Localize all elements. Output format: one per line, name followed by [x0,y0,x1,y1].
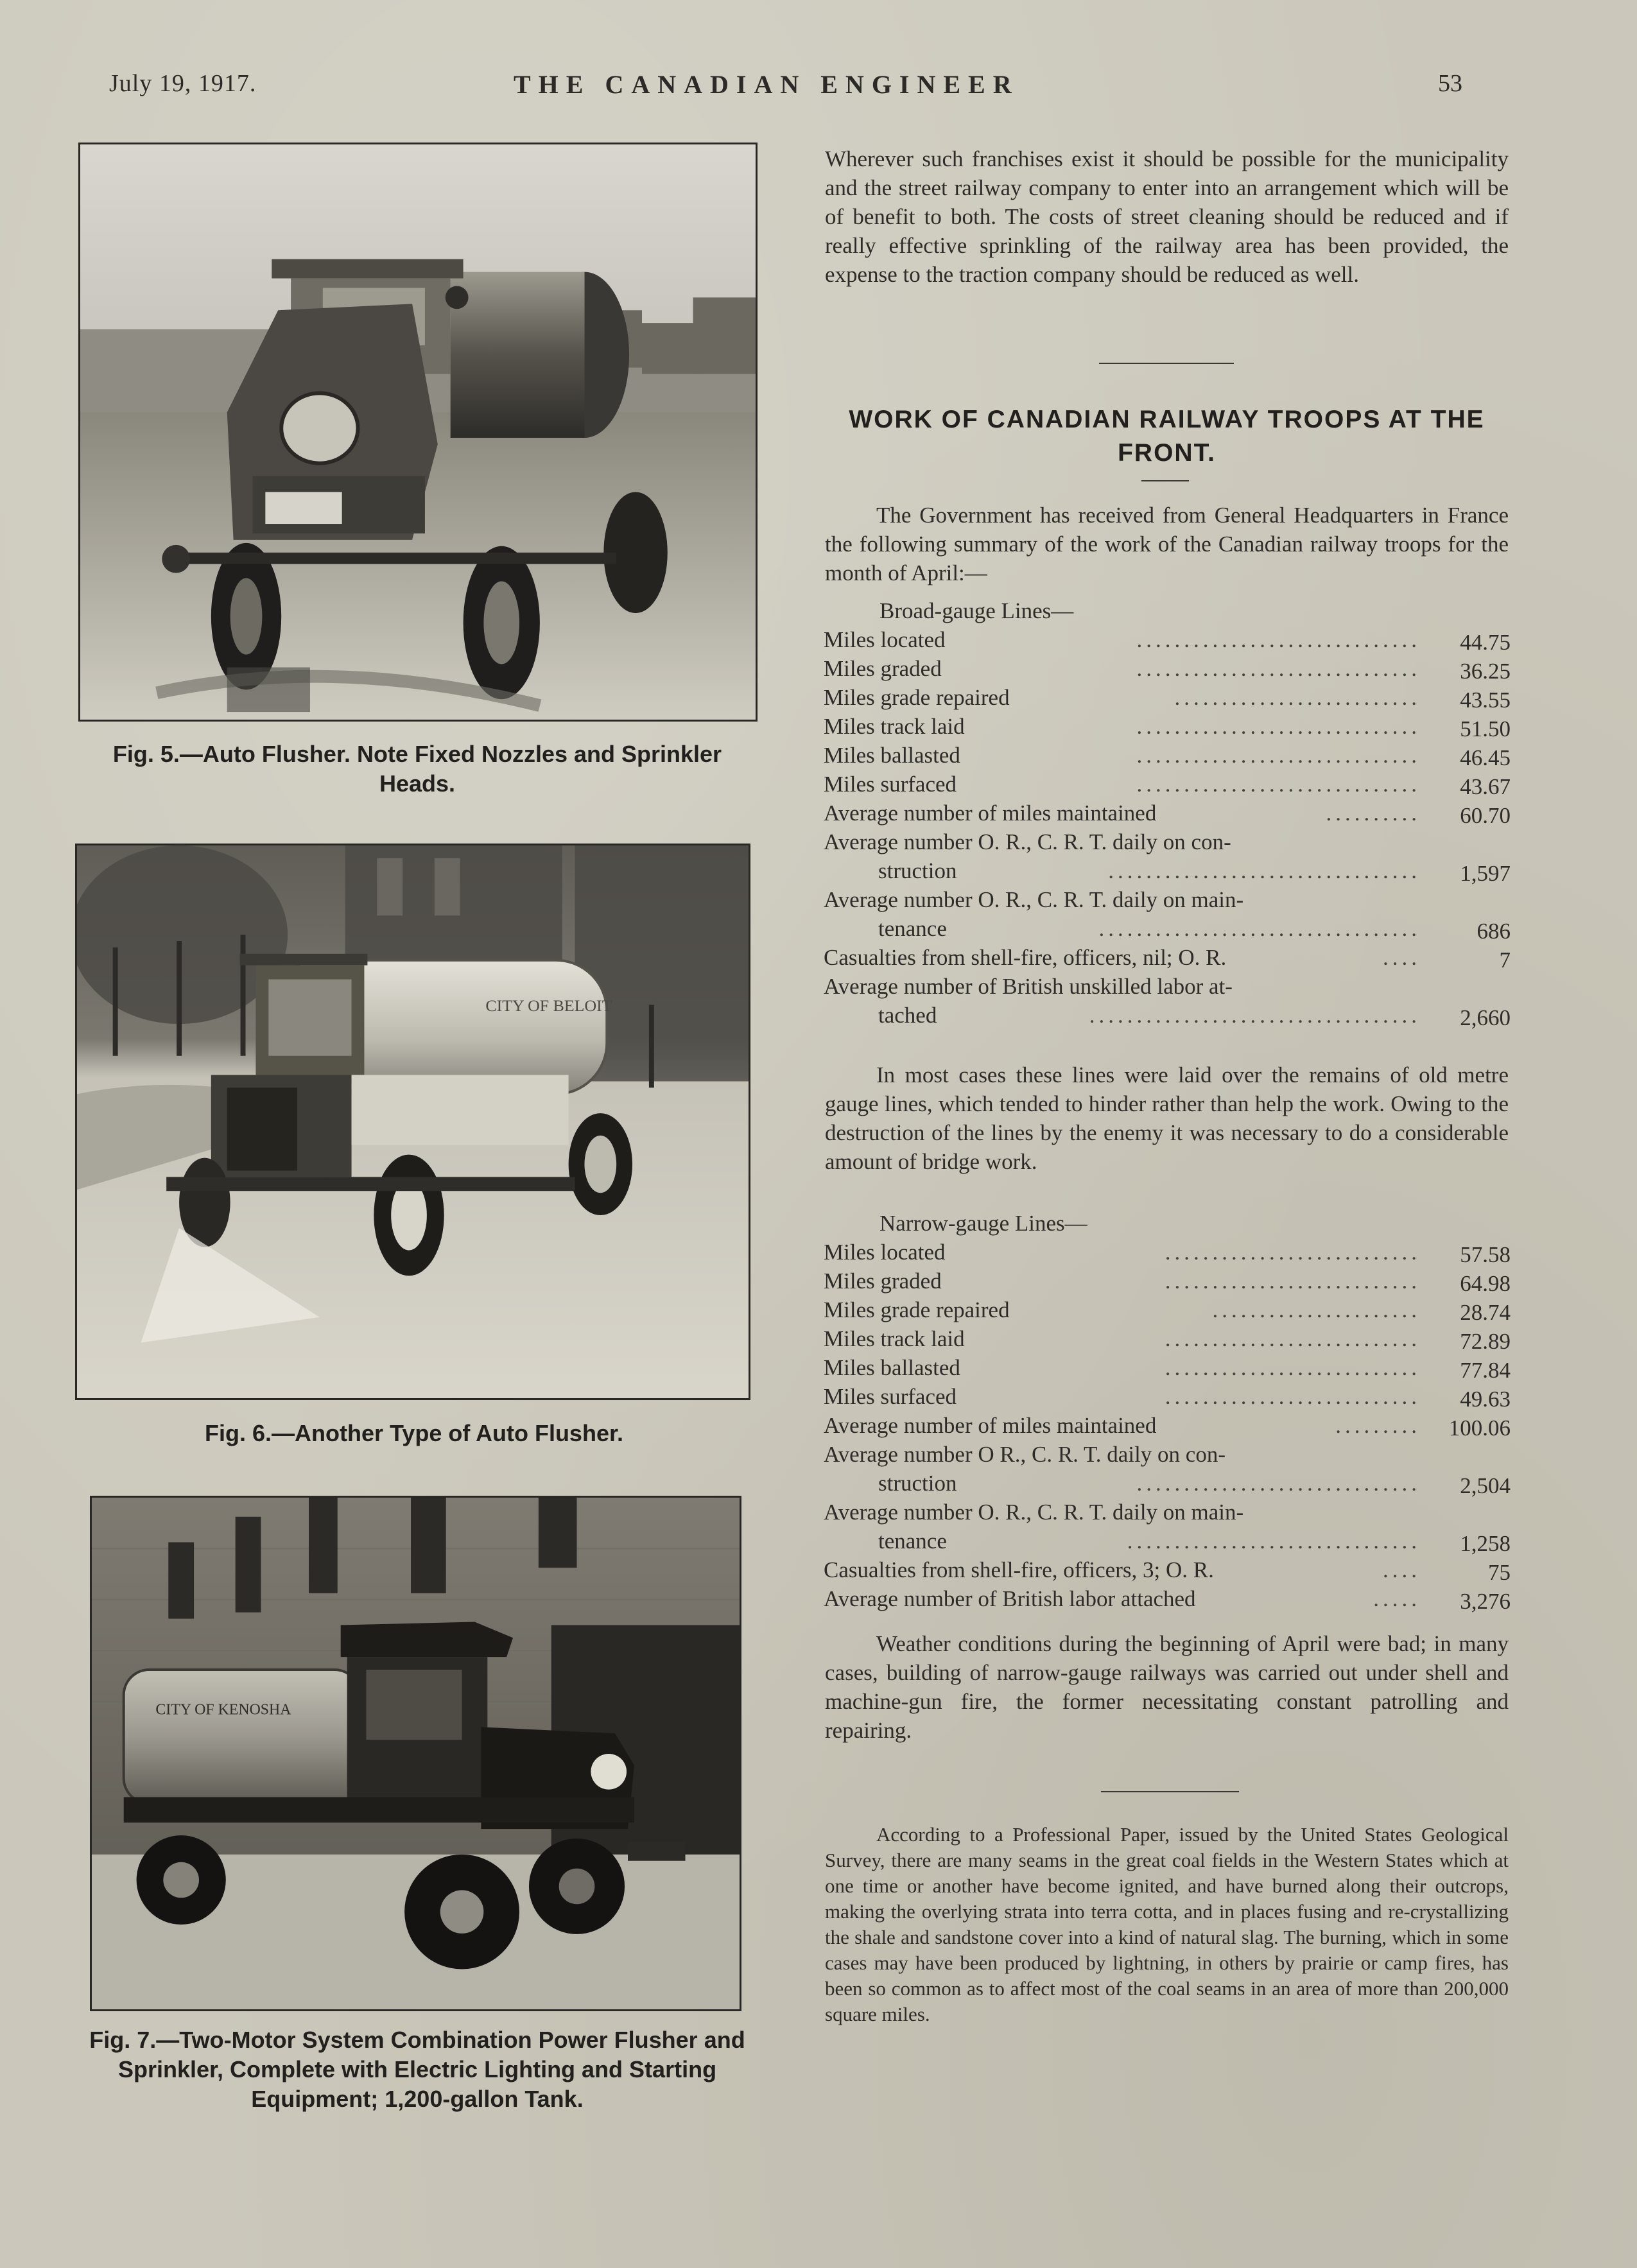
stat-value: 64.98 [1460,1271,1511,1296]
stat-value: 1,597 [1460,861,1511,886]
stat-row [824,1240,1511,1268]
leader-dots: ........................... [1165,1355,1421,1380]
stat-value: 43.67 [1460,774,1511,799]
stat-value: 49.63 [1460,1387,1511,1412]
leader-dots: ................................... [1089,1003,1421,1028]
government-paragraph: The Government has received from General Headquarters in France the following summary of the work of the Canadian railway troops for the month of April:— [825,503,1509,585]
stat-value: 3,276 [1460,1589,1511,1614]
stat-label: Average number O R., C. R. T. daily on con- [824,1442,1226,1467]
leader-dots: .............................. [1136,1471,1421,1496]
stat-row [824,685,1511,714]
leader-dots: .......... [1326,801,1421,826]
narrow-gauge-heading: Narrow-gauge Lines— [879,1211,1087,1236]
stat-label: Miles graded [824,1268,942,1294]
leader-dots: ........................... [1165,1326,1421,1351]
stat-label: Average number of miles maintained [824,801,1157,826]
stat-label: Miles located [824,1240,946,1265]
stat-label: Miles grade repaired [824,685,1010,710]
weather-paragraph: Weather conditions during the beginning of April were bad; in many cases, building of narrow-gauge railways was carried out under shell and machine-gun fire, the former necessitating constant patrolling and repairing. [825,1631,1509,1743]
stat-label-continued: tenance [878,916,947,941]
stat-row [824,1557,1511,1586]
leader-dots: .............................. [1136,743,1421,768]
stat-row [824,772,1511,801]
fig5-photo [78,143,758,722]
stat-row [824,714,1511,743]
stat-row [824,1355,1511,1384]
stat-label: Miles graded [824,656,942,681]
leader-dots: ......... [1335,1413,1421,1438]
section-divider [1099,363,1234,364]
stat-value: 72.89 [1460,1329,1511,1354]
section-divider [1101,1791,1239,1792]
stat-row [824,1413,1511,1442]
leader-dots: ...................... [1212,1297,1421,1322]
stat-value: 686 [1477,919,1511,944]
stat-value: 60.70 [1460,803,1511,828]
stat-value: 77.84 [1460,1358,1511,1383]
stat-row [824,801,1511,829]
stat-row [824,743,1511,772]
fig6-caption: Fig. 6.—Another Type of Auto Flusher. [204,1420,623,1446]
stat-label: Average number of miles maintained [824,1413,1157,1438]
geological-note: According to a Professional Paper, issued by the United States Geological Survey, there are many seams in the great coal fields in the Western States which at one time or another have become ignited, and have burned along their outcrops, making the overlying strata into terra cotta, and in places fusing and re-crystallizing the shale and sandstone cover into a kind of natural slag. The burning, which in some cases may have been produced by lightning, in others by prairie or camp fires, has been so common as to affect most of the coal seams in an area of more than 200,000 square miles. [825,1823,1509,2025]
stat-value: 36.25 [1460,659,1511,684]
stat-value: 44.75 [1460,630,1511,655]
leader-dots: ........................... [1165,1240,1421,1265]
stat-label-continued: tenance [878,1528,947,1554]
intro-paragraph: Wherever such franchises exist it should be possible for the municipality and the street railway company to enter into an arrangement which will be of benefit to both. The costs of street cleaning should be reduced and if really effective sprinkling of the railway area has been provided, the expense to the traction company should be reduced as well. [825,146,1509,287]
fig7-caption: Fig. 7.—Two-Motor System Combination Power Flusher and Sprinkler, Complete with Electric Lighting and Starting Equipment; 1,200-gallon Tank. [89,2027,745,2112]
stat-value: 28.74 [1460,1300,1511,1325]
stat-label: Miles grade repaired [824,1297,1010,1322]
stat-label: Average number O. R., C. R. T. daily on con- [824,829,1231,854]
stat-row [824,1586,1511,1615]
stat-value: 100.06 [1448,1415,1511,1441]
stat-value: 43.55 [1460,688,1511,713]
stat-row [824,1384,1511,1413]
stat-label: Average number of British unskilled labor at- [824,974,1233,999]
stat-value: 7 [1499,948,1511,973]
fig7-tank-text: CITY OF KENOSHA [155,1701,291,1718]
stat-row [824,1297,1511,1326]
leader-dots: .......................... [1174,685,1421,710]
stat-row [824,1268,1511,1297]
header-page-number: 53 [1438,70,1462,97]
stat-row [824,974,1511,1032]
header-date: July 19, 1917. [109,70,257,97]
broad-gauge-stats [824,627,1511,1032]
title-underline [1141,480,1189,481]
stat-label: Miles ballasted [824,1355,960,1380]
broad-gauge-heading: Broad-gauge Lines— [879,598,1074,623]
leader-dots: ............................... [1127,1528,1421,1554]
stat-value: 75 [1488,1560,1511,1585]
stat-value: 2,504 [1460,1473,1511,1498]
stat-label: Miles track laid [824,714,965,739]
stat-row [824,1442,1511,1500]
header-title: THE CANADIAN ENGINEER [514,70,1019,99]
stat-label-continued: struction [878,1471,957,1496]
leader-dots: ........................... [1165,1384,1421,1409]
leader-dots: .............................. [1136,772,1421,797]
stat-label: Average number O. R., C. R. T. daily on main- [824,887,1244,912]
stat-label: Miles located [824,627,946,652]
leader-dots: .... [1383,1557,1421,1582]
fig6-tank-text: CITY OF BELOIT [485,996,612,1016]
stat-label: Miles surfaced [824,772,957,797]
stat-value: 2,660 [1460,1005,1511,1030]
leader-dots: .............................. [1136,714,1421,739]
page-header [0,69,1637,108]
leader-dots: ................................. [1108,858,1421,883]
stat-row [824,1500,1511,1557]
leader-dots: .............................. [1136,656,1421,681]
leader-dots: ........................... [1165,1268,1421,1294]
stat-row [824,656,1511,685]
stat-row [824,627,1511,656]
fig6-photo [75,844,750,1400]
fig5-caption: Fig. 5.—Auto Flusher. Note Fixed Nozzles and Sprinkler Heads. [112,741,722,797]
stat-value: 51.50 [1460,716,1511,741]
leader-dots: .... [1383,945,1421,970]
narrow-gauge-stats [824,1240,1511,1615]
stat-value: 57.58 [1460,1242,1511,1267]
leader-dots: ..... [1373,1586,1421,1611]
fig7-photo [90,1496,741,2011]
stat-value: 46.45 [1460,745,1511,770]
article-title: WORK OF CANADIAN RAILWAY TROOPS AT THE FRONT. [849,406,1485,467]
stat-label: Average number of British labor attached [824,1586,1196,1611]
stat-label-continued: tached [878,1003,937,1028]
stat-label: Average number O. R., C. R. T. daily on main- [824,1500,1244,1525]
stat-label: Miles ballasted [824,743,960,768]
stat-row [824,1326,1511,1355]
stat-label: Miles surfaced [824,1384,957,1409]
stat-label: Casualties from shell-fire, officers, nil; O. R. [824,945,1227,970]
stat-row [824,887,1511,945]
stat-label: Miles track laid [824,1326,965,1351]
stat-value: 1,258 [1460,1531,1511,1556]
stat-label: Casualties from shell-fire, officers, 3; O. R. [824,1557,1214,1582]
cases-paragraph: In most cases these lines were laid over the remains of old metre gauge lines, which tended to hinder rather than help the work. Owing to the destruction of the lines by the enemy it was necessary to do a considerable amount of bridge work. [825,1062,1509,1174]
stat-row [824,945,1511,974]
leader-dots: .............................. [1136,627,1421,652]
stat-label-continued: struction [878,858,957,883]
leader-dots: .................................. [1098,916,1421,941]
stat-row [824,829,1511,887]
